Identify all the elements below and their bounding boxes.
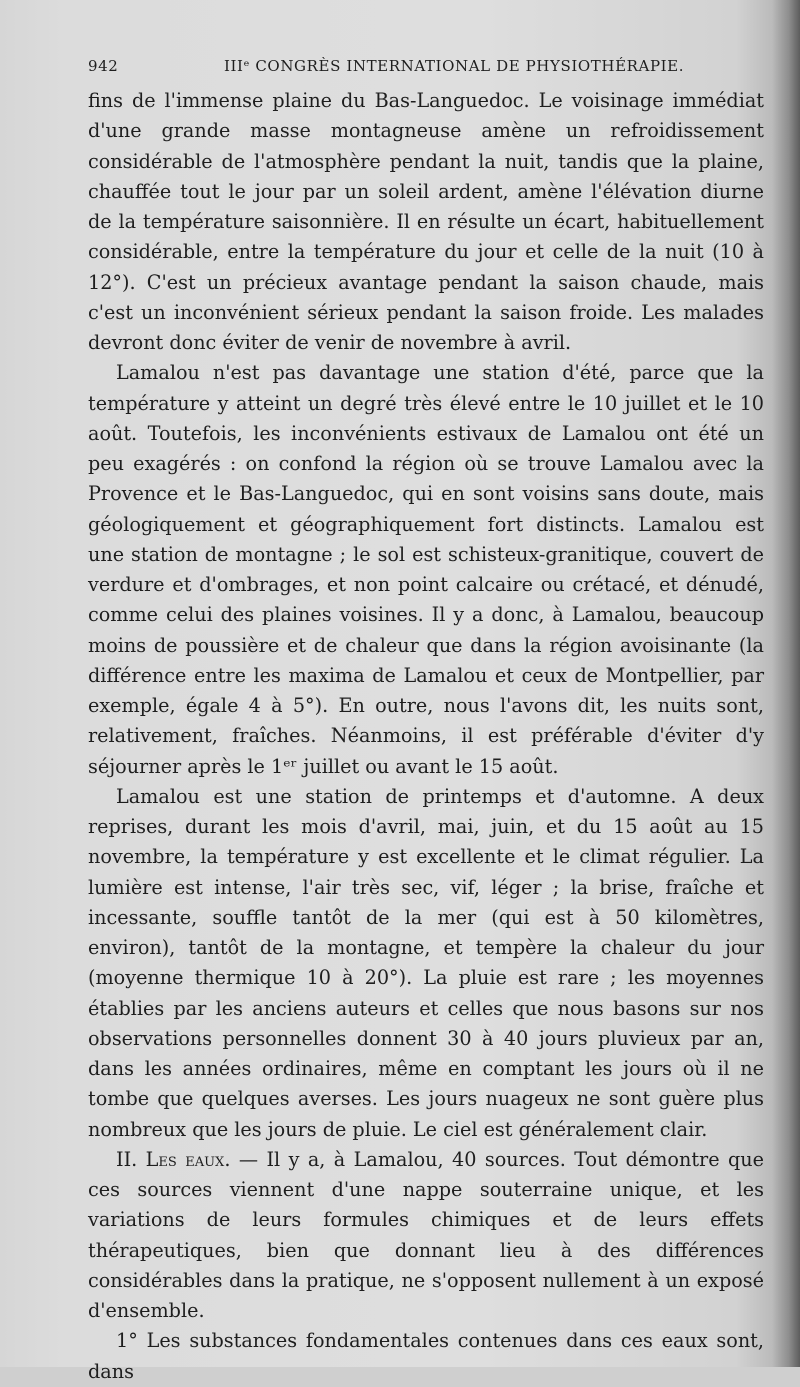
- paragraph-climate-continued: fins de l'immense plaine du Bas-Languedoc. Le voisinage immédiat d'une grande masse montagneuse amène un refroidissement considérable de l'atmosphère pendant la nuit, tandis que la plaine, chauffée tout le jour par un soleil ardent, amène l'élévation diurne de la température saisonnière. Il en résulte un écart, habituellement considérable, entre la température du jour et celle de la nuit (10 à 12°). C'est un précieux avantage pendant la saison chaude, mais c'est un inconvénient sérieux pendant la saison froide. Les malades devront donc éviter de venir de novembre à avril.: [88, 89, 764, 354]
- paragraph-substances: 1° Les substances fondamentales contenues dans ces eaux sont, dans: [88, 1329, 764, 1383]
- running-header: [88, 57, 730, 83]
- paragraph-spring-autumn-station: Lamalou est une station de printemps et d'automne. A deux reprises, durant les mois d'avril, mai, juin, et du 15 août au 15 novembre, la température y est excellente et le climat régulier. La lumière est intense, l'air très sec, vif, léger ; la brise, fraîche et incessante, souffle tantôt de la mer (qui est à 50 kilomètres, environ), tantôt de la montagne, et tempère la chaleur du jour (moyenne thermique 10 à 20°). La pluie est rare ; les moyennes établies par les anciens auteurs et celles que nous basons sur nos observations personnelles donnent 30 à 40 jours pluvieux par an, dans les années ordinaires, même en comptant les jours où il ne tombe que quelques averses. Les jours nuageux ne sont guère plus nombreux que les jours de pluie. Le ciel est généralement clair.: [88, 784, 764, 1141]
- running-title: IIIᵉ CONGRÈS INTERNATIONAL DE PHYSIOTHÉRAPIE.: [224, 57, 685, 75]
- body-text: [88, 86, 764, 1387]
- page-number: 942: [88, 57, 119, 75]
- paragraph-waters: [88, 1145, 764, 1327]
- section-heading-waters: II. Les eaux.: [116, 1147, 231, 1171]
- paragraph-waters-text: — Il y a, à Lamalou, 40 sources. Tout démontre que ces sources viennent d'une nappe souterraine unique, et les variations de leurs formules chimiques et de leurs effets thérapeutiques, bien que donnant lieu à des différences considérables dans la pratique, ne s'opposent nullement à un exposé d'ensemble.: [88, 1147, 764, 1322]
- paragraph-summer-station: Lamalou n'est pas davantage une station d'été, parce que la température y atteint un degré très élevé entre le 10 juillet et le 10 août. Toutefois, les inconvénients estivaux de Lamalou ont été un peu exagérés : on confond la région où se trouve Lamalou avec la Provence et le Bas-Languedoc, qui en sont voisins sans doute, mais géologiquement et géographiquement fort distincts. Lamalou est une station de montagne ; le sol est schisteux-granitique, couvert de verdure et d'ombrages, et non point calcaire ou crétacé, et dénudé, comme celui des plaines voisines. Il y a donc, à Lamalou, beaucoup moins de poussière et de chaleur que dans la région avoisinante (la différence entre les maxima de Lamalou et ceux de Montpellier, par exemple, égale 4 à 5°). En outre, nous l'avons dit, les nuits sont, relativement, fraîches. Néanmoins, il est préférable d'éviter d'y séjourner après le 1ᵉʳ juillet ou avant le 15 août.: [88, 361, 764, 778]
